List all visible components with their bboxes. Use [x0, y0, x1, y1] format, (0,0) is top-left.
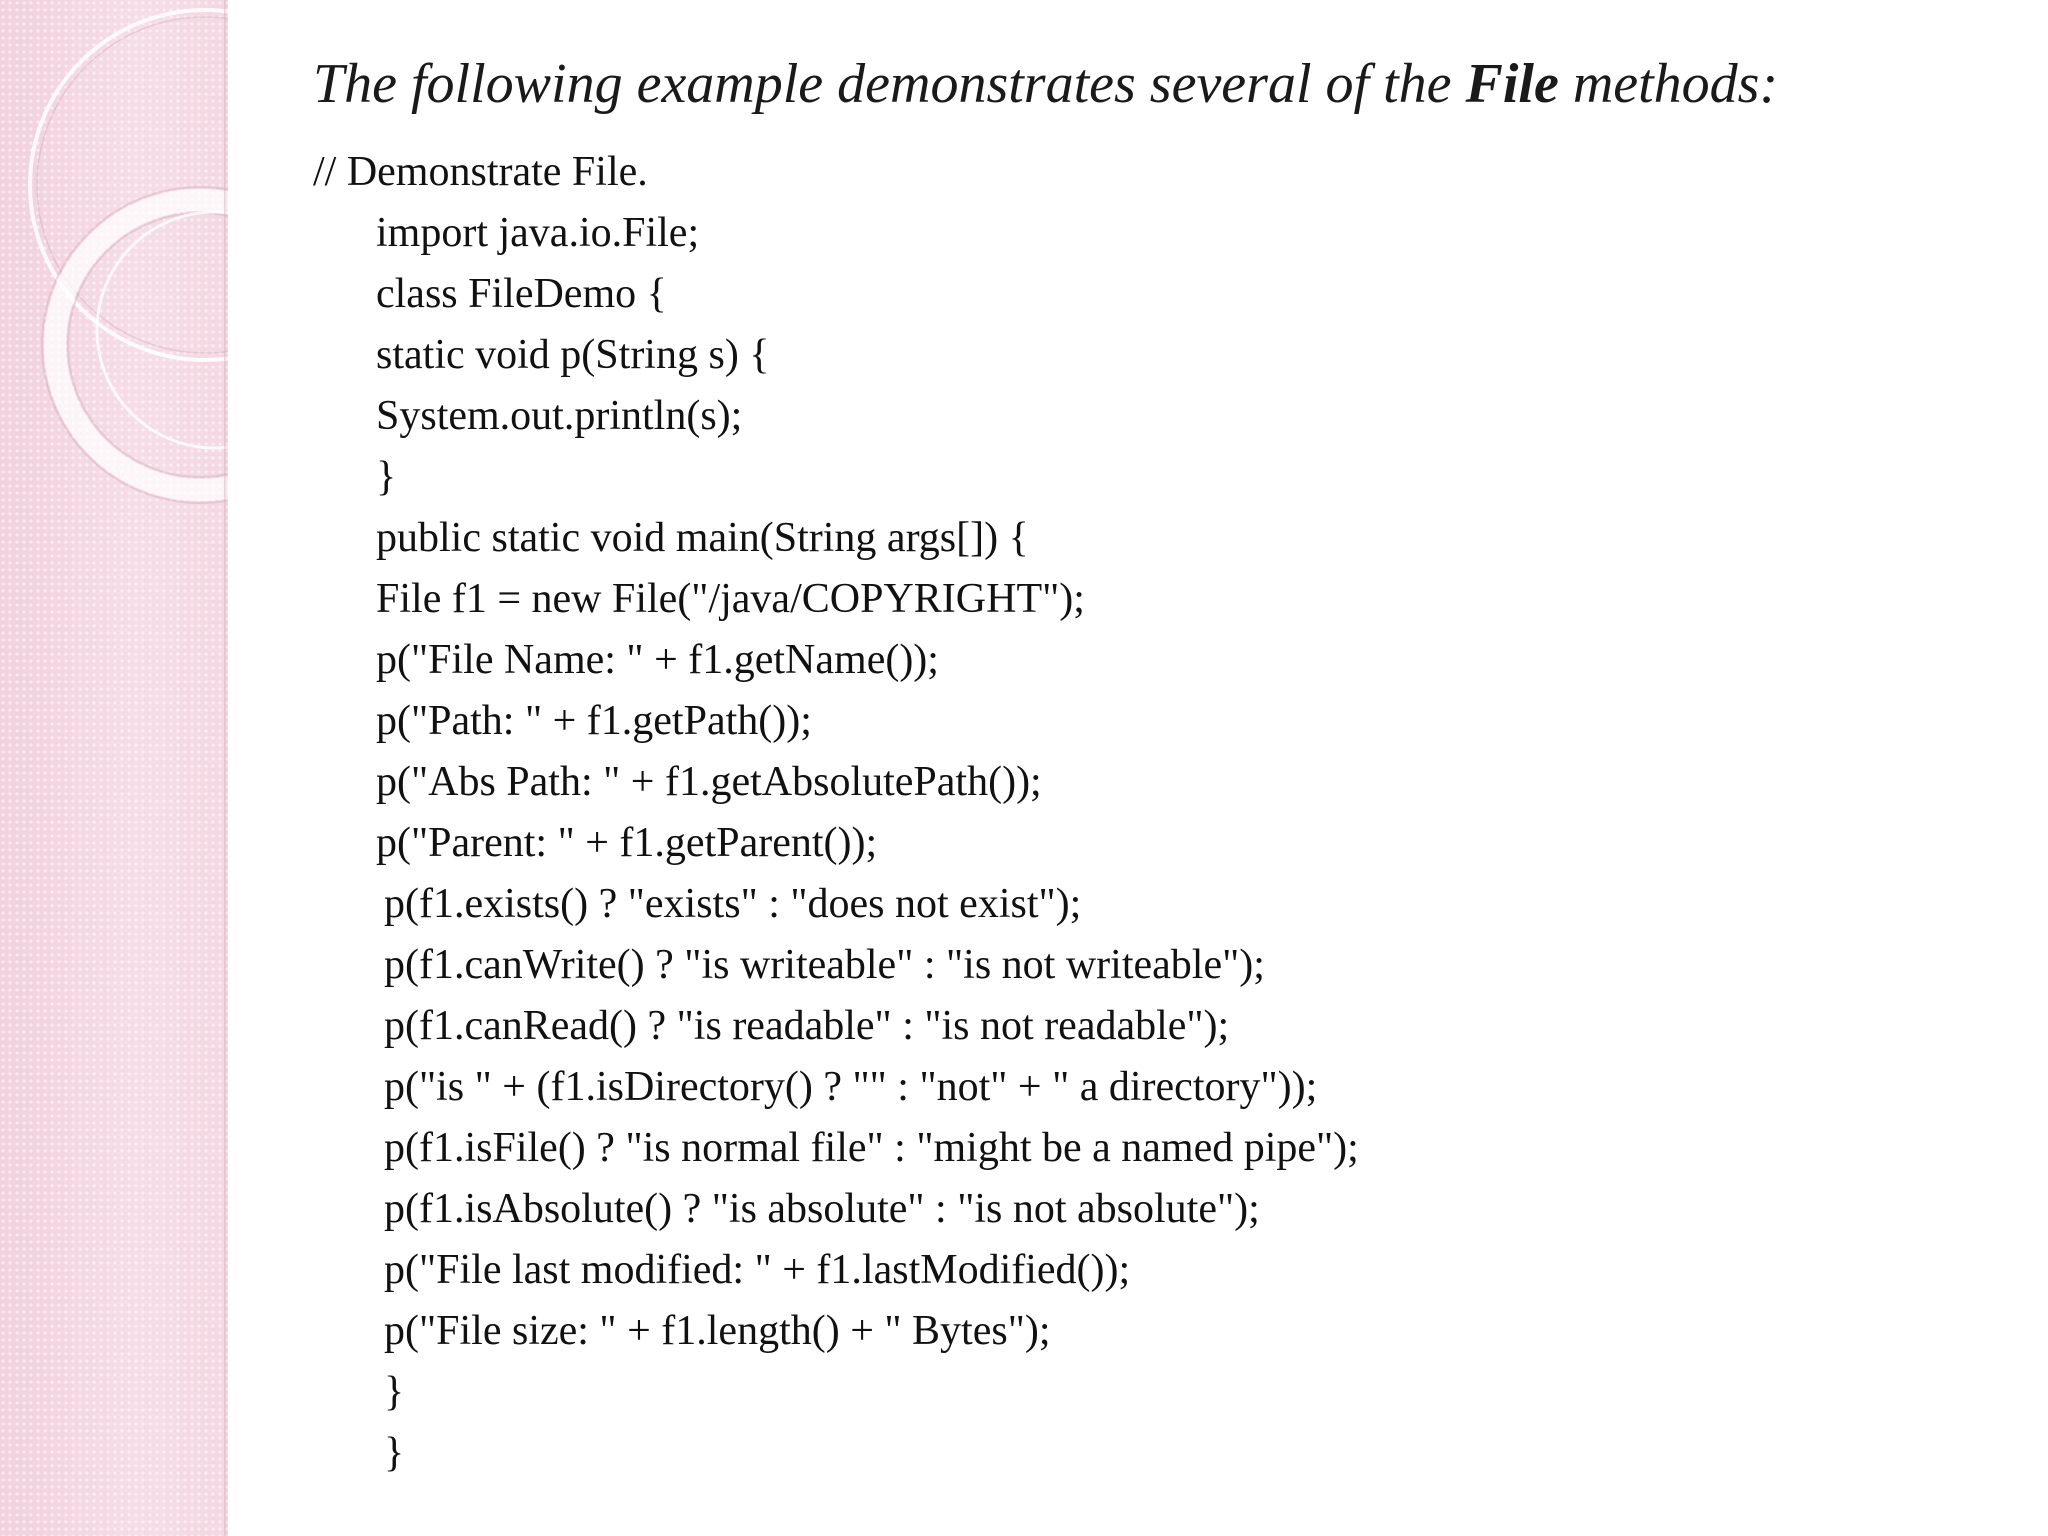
code-line: import java.io.File;: [376, 210, 700, 256]
code-line: p(f1.exists() ? "exists" : "does not exist");: [384, 881, 1082, 927]
code-line: p("Abs Path: " + f1.getAbsolutePath());: [376, 759, 1042, 805]
code-line: // Demonstrate File.: [313, 149, 648, 195]
slide-title: [313, 52, 1778, 116]
code-line: static void p(String s) {: [376, 332, 770, 378]
code-line: p("File last modified: " + f1.lastModified());: [384, 1247, 1131, 1293]
code-line: File f1 = new File("/java/COPYRIGHT");: [376, 576, 1085, 622]
code-line: p(f1.canRead() ? "is readable" : "is not readable");: [384, 1003, 1230, 1049]
code-line: System.out.println(s);: [376, 393, 743, 439]
code-line: p("is " + (f1.isDirectory() ? "" : "not" + " a directory"));: [384, 1064, 1318, 1110]
title-bold-word: File: [1465, 53, 1559, 115]
code-line: p(f1.isFile() ? "is normal file" : "might be a named pipe");: [384, 1125, 1359, 1171]
code-line: p(f1.canWrite() ? "is writeable" : "is not writeable");: [384, 942, 1265, 988]
decorative-sidebar: [0, 0, 228, 1536]
sidebar-edge: [224, 0, 228, 1536]
title-prefix: The following example demonstrates several of the: [313, 53, 1466, 115]
code-line: public static void main(String args[]) {: [376, 515, 1029, 561]
code-line: }: [376, 454, 397, 500]
ring-decoration-icon: [0, 0, 228, 1536]
code-line: class FileDemo {: [376, 271, 667, 317]
title-suffix: methods:: [1558, 53, 1779, 115]
code-line: p("File Name: " + f1.getName());: [376, 637, 939, 683]
code-line: }: [384, 1369, 405, 1415]
code-line: p("Parent: " + f1.getParent());: [376, 820, 878, 866]
code-line: p("File size: " + f1.length() + " Bytes");: [384, 1308, 1051, 1354]
code-line: p("Path: " + f1.getPath());: [376, 698, 812, 744]
code-line: }: [384, 1430, 405, 1476]
code-line: p(f1.isAbsolute() ? "is absolute" : "is not absolute");: [384, 1186, 1260, 1232]
